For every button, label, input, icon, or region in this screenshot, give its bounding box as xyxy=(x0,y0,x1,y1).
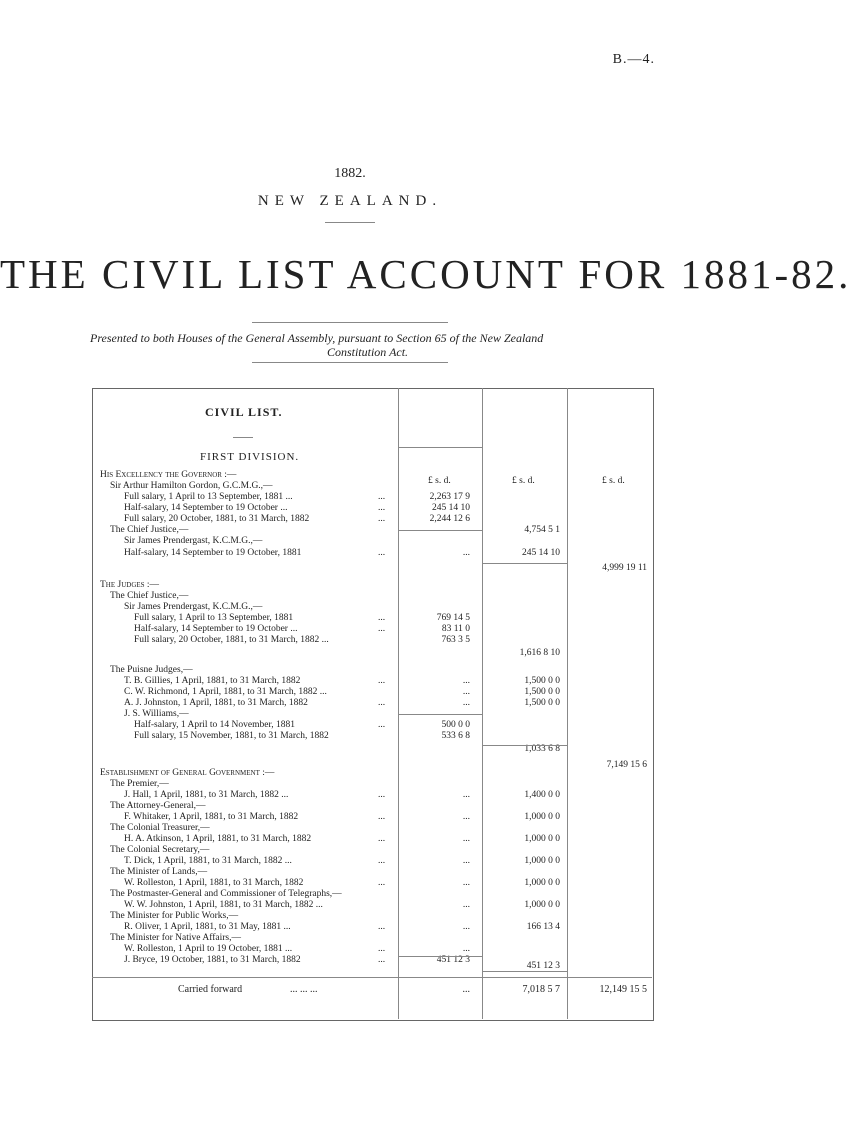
row-leader-dots: ... xyxy=(378,944,386,954)
row-amount-col3: 4,999 19 11 xyxy=(602,563,647,573)
row-text: The Judges :— xyxy=(100,580,160,590)
row-amount-col2: 4,754 5 1 xyxy=(524,525,560,535)
row-leader-dots: ... xyxy=(378,812,386,822)
row-amount-col1: ... xyxy=(462,676,470,686)
rule-line xyxy=(398,714,482,715)
row-text: W. W. Johnston, 1 April, 1881, to 31 March, 1882 ... xyxy=(124,900,323,910)
row-text: Establishment of General Government :— xyxy=(100,768,275,778)
row-amount-col2: 1,000 0 0 xyxy=(524,856,560,866)
row-amount-col2: 1,000 0 0 xyxy=(524,900,560,910)
row-leader-dots: ... xyxy=(378,492,386,502)
row-text: Half-salary, 14 September to 19 October ... xyxy=(134,624,298,634)
row-amount-col1: ... xyxy=(462,944,470,954)
row-leader-dots: ... xyxy=(378,878,386,888)
row-amount-col2: 1,616 8 10 xyxy=(519,648,560,658)
row-text: Full salary, 1 April to 13 September, 1881 ... xyxy=(124,492,293,502)
row-amount-col2: 451 12 3 xyxy=(526,961,560,971)
row-text: C. W. Richmond, 1 April, 1881, to 31 March, 1882 ... xyxy=(124,687,327,697)
row-leader-dots: ... xyxy=(378,834,386,844)
row-leader-dots: ... xyxy=(378,790,386,800)
rule-line xyxy=(398,956,482,957)
divider xyxy=(233,437,253,438)
rule-line xyxy=(482,971,567,972)
rule-line xyxy=(92,977,652,978)
row-text: The Attorney-General,— xyxy=(110,801,206,811)
row-amount-col1: 245 14 10 xyxy=(432,503,470,513)
row-text: The Premier,— xyxy=(110,779,169,789)
row-amount-col2: 1,000 0 0 xyxy=(524,812,560,822)
row-text: Sir James Prendergast, K.C.M.G.,— xyxy=(124,536,263,546)
row-amount-col1: ... xyxy=(462,698,470,708)
row-text: Full salary, 1 April to 13 September, 1881 xyxy=(134,613,294,623)
rule-line xyxy=(482,745,567,746)
row-amount-col1: 763 3 5 xyxy=(441,635,470,645)
carried-forward-col2: 7,018 5 7 xyxy=(522,984,560,995)
row-amount-col2: 1,033 6 8 xyxy=(524,744,560,754)
rule-line xyxy=(482,563,567,564)
row-amount-col3: 7,149 15 6 xyxy=(606,760,647,770)
row-text: W. Rolleston, 1 April to 19 October, 1881 ... xyxy=(124,944,293,954)
row-amount-col2: 1,500 0 0 xyxy=(524,698,560,708)
row-amount-col1: 2,263 17 9 xyxy=(429,492,470,502)
row-text: Full salary, 15 November, 1881, to 31 March, 1882 xyxy=(134,731,329,741)
divider xyxy=(252,362,448,363)
country-heading: NEW ZEALAND. xyxy=(257,193,443,209)
carried-forward-label: Carried forward xyxy=(178,984,243,995)
document-reference: B.—4. xyxy=(612,52,655,67)
row-amount-col1: 533 6 8 xyxy=(441,731,470,741)
row-text: J. Hall, 1 April, 1881, to 31 March, 1882 ... xyxy=(124,790,289,800)
row-text: Half-salary, 14 September to 19 October ... xyxy=(124,503,288,513)
currency-header-3: £ s. d. xyxy=(602,476,625,486)
currency-header-2: £ s. d. xyxy=(512,476,535,486)
carried-forward-dots: ... ... ... xyxy=(290,984,318,995)
row-text: T. Dick, 1 April, 1881, to 31 March, 1882 ... xyxy=(124,856,292,866)
presented-note xyxy=(90,331,645,359)
row-text: Half-salary, 1 April to 14 November, 1881 xyxy=(134,720,295,730)
row-amount-col2: 166 13 4 xyxy=(526,922,560,932)
row-leader-dots: ... xyxy=(378,955,386,965)
row-leader-dots: ... xyxy=(378,514,386,524)
currency-header-1: £ s. d. xyxy=(428,476,451,486)
row-amount-col1: ... xyxy=(462,856,470,866)
row-leader-dots: ... xyxy=(378,922,386,932)
row-text: H. A. Atkinson, 1 April, 1881, to 31 March, 1882 xyxy=(124,834,312,844)
row-leader-dots: ... xyxy=(378,624,386,634)
row-amount-col1: ... xyxy=(462,834,470,844)
row-amount-col1: ... xyxy=(462,687,470,697)
row-amount-col1: ... xyxy=(462,900,470,910)
row-text: The Minister for Public Works,— xyxy=(110,911,239,921)
row-text: The Puisne Judges,— xyxy=(110,665,193,675)
row-text: The Colonial Treasurer,— xyxy=(110,823,210,833)
column-divider xyxy=(567,388,568,1019)
row-text: T. B. Gillies, 1 April, 1881, to 31 March, 1882 xyxy=(124,676,301,686)
row-text: W. Rolleston, 1 April, 1881, to 31 March, 1882 xyxy=(124,878,304,888)
row-amount-col2: 1,400 0 0 xyxy=(524,790,560,800)
row-leader-dots: ... xyxy=(378,613,386,623)
carried-forward-col1: ... xyxy=(462,984,470,995)
row-text: J. Bryce, 19 October, 1881, to 31 March, 1882 xyxy=(124,955,301,965)
row-text: The Chief Justice,— xyxy=(110,591,189,601)
row-amount-col1: ... xyxy=(462,922,470,932)
presented-line-2: Constitution Act. xyxy=(326,345,409,359)
row-text: Half-salary, 14 September to 19 October, 1881 xyxy=(124,548,302,558)
row-text: His Excellency the Governor :— xyxy=(100,470,237,480)
row-amount-col1: 451 12 3 xyxy=(436,955,470,965)
row-leader-dots: ... xyxy=(378,856,386,866)
row-text: The Chief Justice,— xyxy=(110,525,189,535)
row-amount-col1: 769 14 5 xyxy=(436,613,470,623)
row-text: Full salary, 20 October, 1881, to 31 March, 1882 ... xyxy=(134,635,329,645)
page-title: THE CIVIL LIST ACCOUNT FOR 1881-82. xyxy=(0,251,851,297)
row-amount-col1: ... xyxy=(462,878,470,888)
row-amount-col1: ... xyxy=(462,812,470,822)
row-amount-col2: 1,500 0 0 xyxy=(524,687,560,697)
divider xyxy=(252,322,448,323)
row-amount-col2: 245 14 10 xyxy=(522,548,560,558)
row-text: J. S. Williams,— xyxy=(124,709,189,719)
row-amount-col1: ... xyxy=(462,548,470,558)
row-leader-dots: ... xyxy=(378,676,386,686)
row-amount-col1: 83 11 0 xyxy=(441,624,470,634)
row-text: The Colonial Secretary,— xyxy=(110,845,210,855)
row-text: The Postmaster-General and Commissioner of Telegraphs,— xyxy=(110,889,342,899)
row-amount-col2: 1,000 0 0 xyxy=(524,834,560,844)
row-leader-dots: ... xyxy=(378,698,386,708)
carried-forward-col3: 12,149 15 5 xyxy=(599,984,647,995)
row-amount-col2: 1,000 0 0 xyxy=(524,878,560,888)
row-amount-col1: ... xyxy=(462,790,470,800)
row-text: A. J. Johnston, 1 April, 1881, to 31 March, 1882 xyxy=(124,698,308,708)
year: 1882. xyxy=(334,166,366,181)
row-leader-dots: ... xyxy=(378,548,386,558)
row-leader-dots: ... xyxy=(378,720,386,730)
rule-line xyxy=(398,530,482,531)
division-heading: FIRST DIVISION. xyxy=(200,451,300,463)
row-text: R. Oliver, 1 April, 1881, to 31 May, 1881 ... xyxy=(124,922,291,932)
row-text: F. Whitaker, 1 April, 1881, to 31 March, 1882 xyxy=(124,812,299,822)
row-amount-col1: 2,244 12 6 xyxy=(429,514,470,524)
row-text: The Minister of Lands,— xyxy=(110,867,208,877)
rule-line xyxy=(398,447,482,448)
row-text: The Minister for Native Affairs,— xyxy=(110,933,241,943)
row-text: Sir James Prendergast, K.C.M.G.,— xyxy=(124,602,263,612)
divider xyxy=(325,222,375,223)
presented-line-1: Presented to both Houses of the General Assembly, pursuant to Section 65 of the New Zealand xyxy=(90,331,544,345)
row-text: Full salary, 20 October, 1881, to 31 March, 1882 xyxy=(124,514,310,524)
row-text: Sir Arthur Hamilton Gordon, G.C.M.G.,— xyxy=(110,481,273,491)
row-leader-dots: ... xyxy=(378,503,386,513)
row-amount-col2: 1,500 0 0 xyxy=(524,676,560,686)
table-heading: CIVIL LIST. xyxy=(205,405,283,419)
row-amount-col1: 500 0 0 xyxy=(441,720,470,730)
